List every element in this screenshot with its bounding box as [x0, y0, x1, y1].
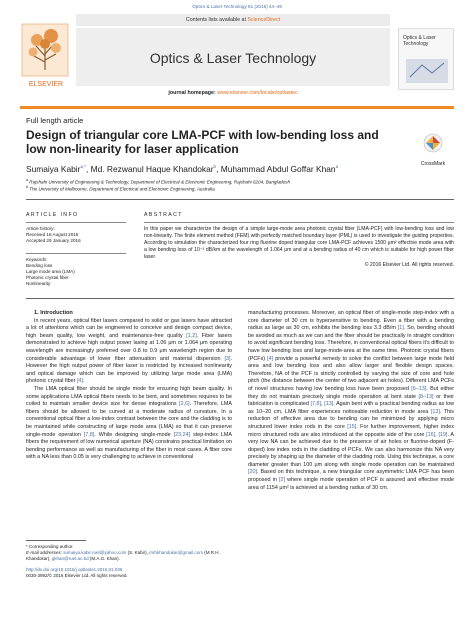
affiliation — [26, 185, 456, 192]
email-link[interactable]: sumaiya.kabir.ruet@yahoo.com — [63, 550, 127, 555]
abstract-text: In this paper we characterize the design of a simple large-mode area photonic crystal fiber (LMA-PCF) with low-bending loss and low non-linearity. The finite element method (FEM) with perfectly matched boundary layer (PML) is used to investigate the guiding properties. According to simulation the characterized four ring fluorine doped triangular core LMA-PCF achieves 1500 μm² effective mode area with a low bending loss of 10⁻³ dB/km at the wavelength of 1.064 μm and at a bending radius of 40 cm which is suitable for high power fiber laser. — [144, 226, 454, 260]
contents-bar — [76, 14, 390, 26]
author-affiliation-mark: a,* — [80, 164, 86, 170]
affiliation-mark: a — [26, 178, 28, 182]
author-list: Sumaiya Kabir$^{a,*}$, Md. Rezwanul Haque Khandokar$^b$, Muhammad Abdul Goffar Khan$^a$ — [26, 164, 339, 174]
affiliation-text: The University of Melbourne, Department of Electrical and Electronic Engineering, Australia — [29, 186, 215, 192]
citation-link[interactable]: [23,24] — [173, 431, 191, 438]
journal-cover-thumbnail[interactable] — [398, 28, 454, 90]
crossmark-icon — [412, 132, 454, 156]
citation-link[interactable]: [7,8] — [83, 431, 95, 438]
journal-reference[interactable]: Optics & Laser Technology 81 (2016) 44–49 — [192, 4, 282, 9]
author-name[interactable]: Muhammad Abdul Goffar Khan — [220, 164, 336, 174]
abstract-heading: ABSTRACT — [144, 212, 183, 218]
contents-prefix: Contents lists available at — [185, 17, 248, 23]
keyword: Large mode area (LMA) — [26, 269, 75, 275]
author-affiliation-mark: b — [213, 164, 217, 170]
citation-link[interactable]: [4] — [267, 355, 274, 362]
citation-link[interactable]: [20] — [248, 469, 257, 476]
citation-link[interactable]: [3] — [224, 355, 231, 362]
email-link[interactable]: gkhan@ruet.ac.bd — [51, 556, 89, 561]
masthead-divider — [20, 106, 454, 109]
corresponding-note: * Corresponding author. — [26, 544, 74, 549]
homepage-label: journal homepage: — [168, 90, 216, 96]
citation-link[interactable]: [1,2] — [186, 332, 197, 339]
sciencedirect-link[interactable]: ScienceDirect — [247, 17, 281, 23]
email-line: E-mail addresses: sumaiya.kabir.ruet@yahoo.com (S. Kabir), mrhkhandokar@gmail.com (M.R.H. Khandokar), gkhan@ruet.ac.bd (M.A.G. Khan). — [26, 550, 220, 561]
publisher-name: ELSEVIER — [28, 81, 64, 88]
footnote-rule — [26, 540, 86, 541]
keywords-label: Keywords: — [26, 256, 48, 262]
article-info — [26, 212, 126, 288]
affiliation — [26, 178, 456, 185]
author-name[interactable]: Md. Rezwanul Haque Khandokar — [90, 164, 214, 174]
email-link[interactable]: mrhkhandokar@gmail.com — [149, 550, 203, 555]
paragraph: manufacturing processes. Moreover, an optical fiber of single-mode step-index with a core diameter of 30 cm is hypersensitive to bending. Even a fiber with a bending radius as large as 30 cm, exhibits the bending loss 3.3 dB/m [1]. So, bending should be avoided as much as we can and the fiber should be practically in straight condition to avoid significant bending loss. Therefore, in conventional optical fibers it's difficult to have low bending loss and large-mode-area at the same time. Photonic crystal fibers (PCFs) [4] provide a powerful remedy to solve the conflict between large mode field area and low bending loss and also allow larger and flexible design spaces. Therefore, NA of the PCF is strictly controlled by varying the size of core and hole pitch (the distance between the center of two adjacent air holes). Different LMA PCFs of novel structures having low bending loss have been proposed [6–13]. But either they do not maintain precisely single mode operation at bent state [8–13] or their fabrication is complicated [7,8], [13]. Again bent with a practical bending radius as low as 10–20 cm, LMA fiber experiences noticeable reduction in mode area [13]. This reduction of effective area due to bending can be minimized by applying micro structured lower index rods in the core [15]. For further improvement, higher index micro structured rods are also introduced at the opposite side of the core [16], [19]. A very low NA can be achieved due to the presence of air holes or fluorine-doped (F-doped) low index rods in the cladding of PCFs. We can also harmonize this NA very precisely by shaping up the diameter of the cladding rods. Using this technique, a core diameter greater than 100 μm along with single mode operation can be maintained [20]. Based on this technique, a new triangular core asymmetric LMA PCF has been proposed in [2] where single mode operation of PCF is assured and effective mode area of 1154 μm² is achieved at a bending radius of 30 cm. — [248, 310, 455, 491]
cover-graphic — [400, 57, 454, 87]
homepage-link[interactable]: www.elsevier.com/locate/optlastec — [217, 90, 298, 96]
citation-link[interactable]: [4] — [76, 378, 83, 385]
copyright-notice: © 2016 Elsevier Ltd. All rights reserved. — [364, 261, 454, 268]
citation-link[interactable]: [7,8] — [310, 401, 322, 408]
abstract-divider — [26, 298, 454, 299]
keyword: Nonlinearity — [26, 281, 51, 287]
accepted-date: Accepted 29 January 2016 — [26, 238, 81, 244]
citation-link[interactable]: [8–13] — [418, 393, 434, 400]
citation-link[interactable]: [19] — [438, 431, 448, 438]
email-label: E-mail addresses: — [26, 550, 64, 555]
divider — [144, 222, 454, 223]
paragraph: The LMA optical fiber should be single mode for ensuring high beam quality. In some applications LMA optical fibers needs to be bent, and sometimes requires to be coiled to maintain smaller device size for dense integrations [2,6]. Therefore, LMA fibers should be allowed to be curved at a moderate radius of curvature. In a conventional optical fiber a low-index contrast between the core and the cladding is to be maintained while constructing of large mode area (LMA) so that it can preserve single-mode operation [7,8]. While designing single-mode [23,24] step-index LMA fibers the requirement of low numerical aperture (NA) constrains practical limitation on bending performance as well as manufacturing of the fiber in most cases. A fiber core with a NA less than 0.05 is very challenging to achieve in conventional — [26, 385, 233, 461]
keyword: Photonic crystal fiber — [26, 275, 69, 281]
journal-name: Optics & Laser Technology — [149, 50, 317, 66]
journal-title-box — [76, 28, 390, 86]
citation-link[interactable]: [6–13] — [411, 385, 427, 392]
author-name[interactable]: Sumaiya Kabir — [26, 164, 81, 174]
crossmark-label: CrossMark — [420, 161, 446, 167]
abstract-section — [144, 212, 454, 268]
citation-link[interactable]: [15] — [347, 423, 357, 430]
doi-link[interactable]: http://dx.doi.org/10.1016/j.optlastec.2016.01.036 — [26, 567, 123, 572]
citation-link[interactable]: [2] — [278, 477, 285, 484]
body-column-right — [248, 310, 454, 492]
keyword: Bending loss — [26, 262, 53, 268]
elsevier-tree-logo[interactable] — [20, 20, 72, 92]
citation-link[interactable]: [1] — [397, 325, 404, 332]
divider — [26, 253, 126, 254]
divider — [26, 222, 126, 223]
header-divider — [26, 199, 454, 200]
citation-link[interactable]: [13] — [430, 408, 440, 415]
received-date: Received 18 August 2015 — [26, 232, 79, 238]
crossmark-badge[interactable] — [412, 132, 454, 167]
affiliation-mark: b — [26, 185, 28, 189]
paragraph: In recent years, optical fiber lasers compared to solid or gas lasers have attracted a lot of attentions which can be engineered to conceive and design compact device, high beam quality, low weight, and maintenance-free quality [1,2]. Fiber lasers demonstrated to achieve high output power lasing at 1.06 μm or 1.064 μm operating wavelength are increasingly preferred over 0.8 to 0.9 μm wavelength region due to considerable advantage of lower fiber attenuation and material dispersion [3]. However the high output power of fiber laser is restricted by increased nonlinearity and optical damage which can be improved by utilizing large mode area (LMA) photonic crystal fiber [4]. — [26, 317, 232, 385]
issn-line: 0030-3992/© 2016 Elsevier Ltd. All rights reserved. — [26, 573, 128, 578]
journal-masthead — [20, 14, 454, 108]
author-affiliation-mark: a — [335, 164, 339, 170]
citation-link[interactable]: [2,6] — [179, 401, 190, 408]
article-type: Full length article — [26, 116, 84, 125]
section-heading: 1. Introduction — [34, 310, 73, 316]
cover-title: Optics & Laser Technology — [403, 35, 436, 47]
body-column-left — [26, 310, 232, 462]
journal-homepage — [76, 90, 390, 96]
citation-link[interactable]: [13] — [324, 401, 334, 408]
article-info-heading: ARTICLE INFO — [26, 212, 79, 218]
citation-link[interactable]: [16] — [426, 431, 436, 438]
history-label: Article history: — [26, 226, 55, 231]
doi-block — [26, 567, 232, 579]
affiliation-text: Rajshahi University of Engineering & Technology, Department of Electrical & Electronic Engineering, Rajshahi 6204, Bangladesh — [29, 179, 290, 185]
paper-title: Design of triangular core LMA-PCF with low-bending loss and low non-linearity for laser application — [26, 128, 379, 156]
footnote — [26, 540, 232, 579]
